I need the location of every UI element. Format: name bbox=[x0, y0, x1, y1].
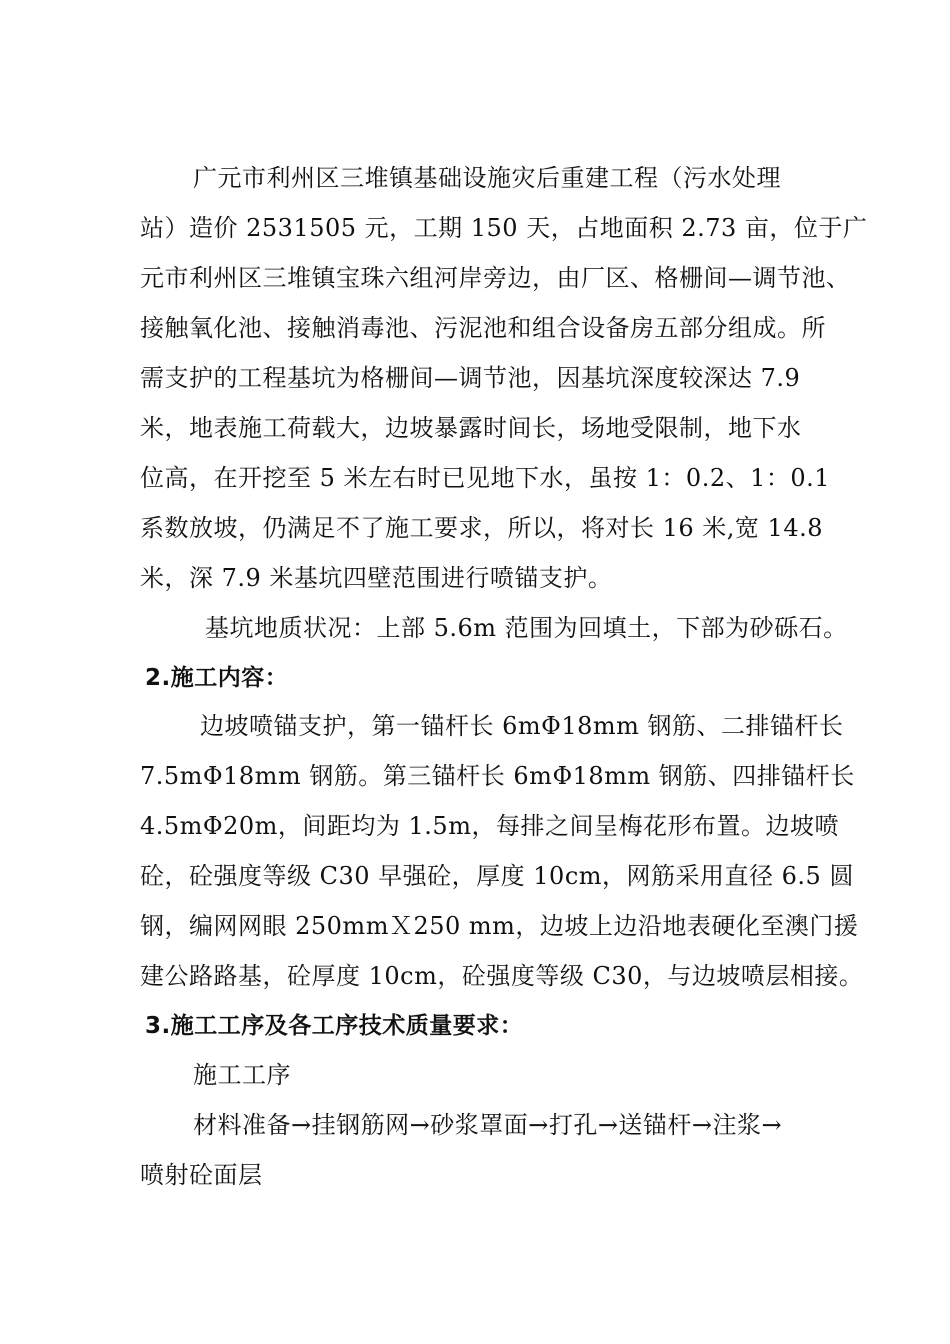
paragraph-line: 米，深 7.9 米基坑四壁范围进行喷锚支护。 bbox=[140, 564, 613, 592]
paragraph-line: 广元市利州区三堆镇基础设施灾后重建工程（污水处理 bbox=[193, 164, 781, 192]
paragraph-line: 建公路路基，砼厚度 10cm，砼强度等级 C30，与边坡喷层相接。 bbox=[140, 962, 864, 990]
paragraph-line: 材料准备→挂钢筋网→砂浆罩面→打孔→送锚杆→注浆→ bbox=[193, 1111, 783, 1139]
paragraph-line: 系数放坡，仍满足不了施工要求，所以，将对长 16 米,宽 14.8 bbox=[140, 514, 823, 542]
section-heading: 3.施工工序及各工序技术质量要求： bbox=[145, 1013, 524, 1039]
paragraph-line: 边坡喷锚支护，第一锚杆长 6mΦ18mm 钢筋、二排锚杆长 bbox=[200, 712, 844, 740]
paragraph-line: 钢，编网网眼 250mmＸ250 mm，边坡上边沿地表硬化至澳门援 bbox=[140, 912, 859, 940]
paragraph-line: 基坑地质状况：上部 5.6m 范围为回填土，下部为砂砾石。 bbox=[205, 614, 848, 642]
paragraph-line: 位高，在开挖至 5 米左右时已见地下水，虽按 1：0.2、1：0.1 bbox=[140, 464, 831, 492]
paragraph-line: 喷射砼面层 bbox=[140, 1161, 263, 1189]
paragraph-line: 元市利州区三堆镇宝珠六组河岸旁边，由厂区、格栅间—调节池、 bbox=[140, 264, 851, 292]
paragraph-line: 站）造价 2531505 元，工期 150 天，占地面积 2.73 亩，位于广 bbox=[140, 214, 868, 242]
paragraph-line: 米，地表施工荷载大，边坡暴露时间长，场地受限制，地下水 bbox=[140, 414, 802, 442]
paragraph-line: 施工工序 bbox=[193, 1061, 291, 1089]
paragraph-line: 4.5mΦ20m，间距均为 1.5m，每排之间呈梅花形布置。边坡喷 bbox=[140, 812, 839, 840]
section-heading: 2.施工内容： bbox=[145, 665, 289, 691]
paragraph-line: 砼，砼强度等级 C30 早强砼，厚度 10cm，网筋采用直径 6.5 圆 bbox=[140, 862, 854, 890]
paragraph-line: 需支护的工程基坑为格栅间—调节池，因基坑深度较深达 7.9 bbox=[140, 364, 801, 392]
paragraph-line: 接触氧化池、接触消毒池、污泥池和组合设备房五部分组成。所 bbox=[140, 314, 826, 342]
paragraph-line: 7.5mΦ18mm 钢筋。第三锚杆长 6mΦ18mm 钢筋、四排锚杆长 bbox=[140, 762, 855, 790]
